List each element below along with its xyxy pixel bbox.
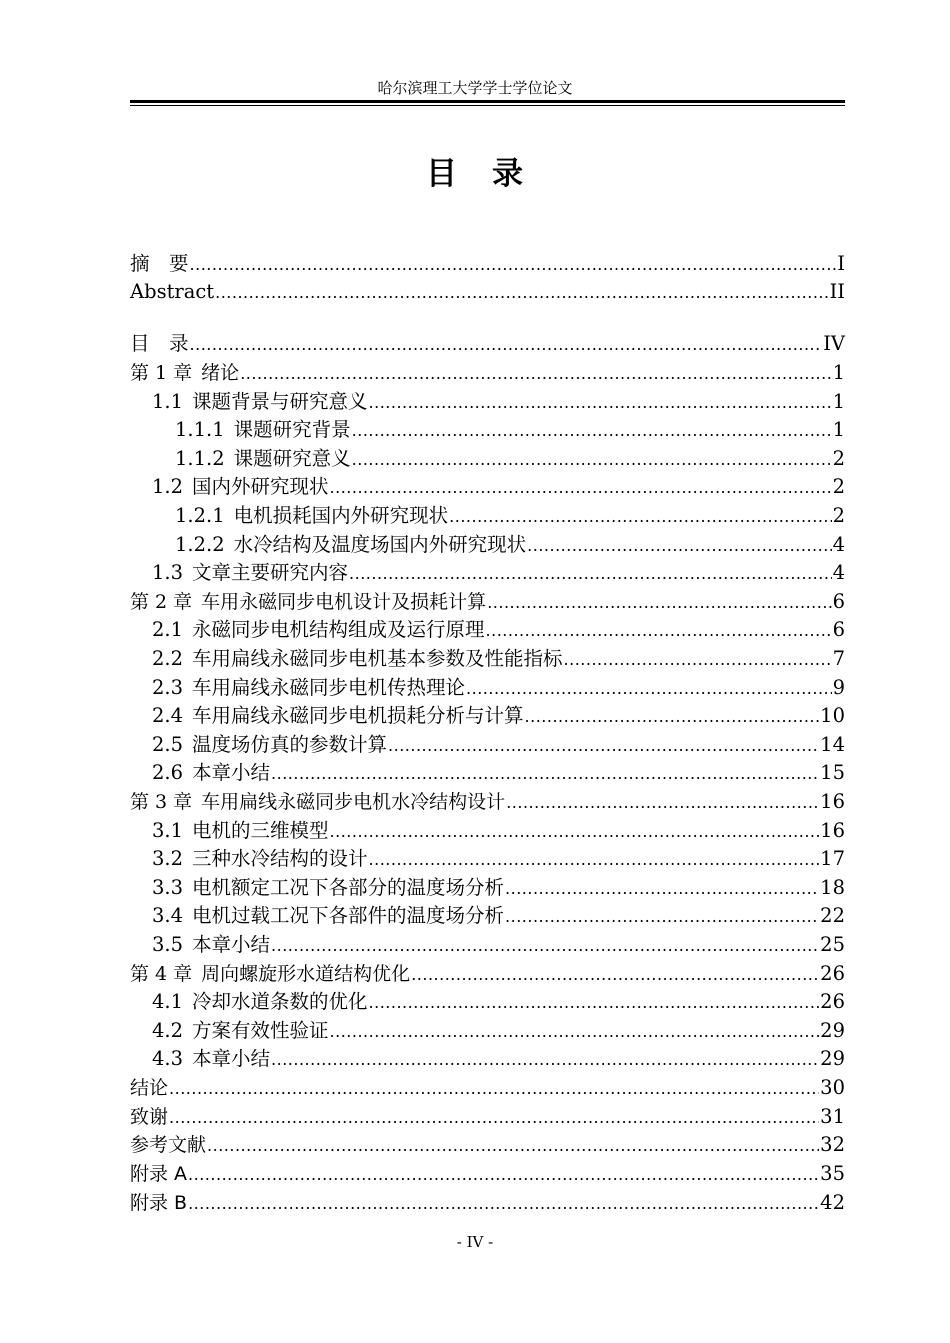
toc-entry-page: 6 xyxy=(832,590,845,613)
toc-leader-dots xyxy=(330,474,832,502)
toc-entry-abstract-cn[interactable] xyxy=(130,250,845,278)
toc-entry-section-3-3[interactable] xyxy=(130,874,845,902)
toc-leader-dots xyxy=(190,251,837,279)
toc-leader-dots xyxy=(188,1190,819,1218)
toc-entry-page: 26 xyxy=(820,962,845,985)
toc-entry-label: 车用扁线永磁同步电机传热理论 xyxy=(192,676,466,699)
toc-entry-label: 水冷结构及温度场国内外研究现状 xyxy=(233,533,527,556)
toc-entry-page: 26 xyxy=(820,990,845,1013)
toc-entry-contents[interactable] xyxy=(130,330,845,358)
toc-entry-label: Abstract xyxy=(130,280,215,303)
toc-entry-section-3-1[interactable] xyxy=(130,817,845,845)
toc-entry-number: 1.1.2 xyxy=(175,447,225,470)
toc-entry-label: 目 录 xyxy=(130,332,189,355)
toc-entry-number: 第 2 章 xyxy=(130,591,193,613)
toc-entry-number: 2.5 xyxy=(152,733,184,756)
toc-leader-dots xyxy=(369,389,832,417)
toc-leader-dots xyxy=(505,875,819,903)
toc-leader-dots xyxy=(330,818,820,846)
toc-entry-section-1-1-1[interactable] xyxy=(130,416,845,444)
header-rule-thick xyxy=(130,100,845,103)
toc-entry-section-2-4[interactable] xyxy=(130,702,845,730)
toc-entry-section-1-3[interactable] xyxy=(130,559,845,587)
toc-entry-number: 第 1 章 xyxy=(130,362,193,384)
toc-entry-number: 4.2 xyxy=(152,1019,184,1042)
toc-entry-label: 附录 A xyxy=(130,1163,188,1185)
toc-leader-dots xyxy=(506,789,819,817)
toc-leader-dots xyxy=(449,503,831,531)
toc-leader-dots xyxy=(169,1075,819,1103)
toc-entry-page: 31 xyxy=(820,1105,845,1128)
toc-entry-number: 第 3 章 xyxy=(130,791,193,813)
toc-leader-dots xyxy=(505,903,819,931)
toc-entry-page: I xyxy=(837,252,845,275)
toc-entry-number: 4.1 xyxy=(152,990,184,1013)
toc-entry-conclusion[interactable] xyxy=(130,1074,845,1102)
toc-entry-label: 课题研究意义 xyxy=(233,447,351,470)
toc-entry-page: 4 xyxy=(832,561,845,584)
toc-entry-section-4-1[interactable] xyxy=(130,988,845,1016)
toc-leader-dots xyxy=(215,279,828,307)
toc-leader-dots xyxy=(388,732,819,760)
toc-leader-dots xyxy=(564,646,832,674)
header-rule-thin xyxy=(130,105,845,106)
toc-entry-chapter-4[interactable] xyxy=(130,960,845,988)
toc-entry-page: 42 xyxy=(820,1191,845,1214)
toc-leader-dots xyxy=(349,560,832,588)
toc-leader-dots xyxy=(369,846,820,874)
toc-entry-page: 30 xyxy=(820,1076,845,1099)
toc-leader-dots xyxy=(271,1046,819,1074)
toc-entry-number: 第 4 章 xyxy=(130,963,193,985)
toc-entry-label: 摘 要 xyxy=(130,252,189,275)
page-title-char-2: 录 xyxy=(492,156,524,192)
toc-leader-dots xyxy=(525,703,820,731)
toc-entry-page: 6 xyxy=(832,618,845,641)
toc-entry-page: 17 xyxy=(820,847,845,870)
toc-entry-page: IV xyxy=(823,332,845,355)
toc-entry-label: 本章小结 xyxy=(192,1047,271,1070)
toc-leader-dots xyxy=(207,1132,819,1160)
toc-entry-page: 32 xyxy=(820,1133,845,1156)
toc-entry-number: 3.5 xyxy=(152,933,184,956)
toc-entry-acknowledgements[interactable] xyxy=(130,1103,845,1131)
toc-entry-label: 三种水冷结构的设计 xyxy=(192,847,368,870)
page-title xyxy=(0,152,950,196)
toc-entry-number: 2.6 xyxy=(152,761,184,784)
toc-entry-number: 2.2 xyxy=(152,647,184,670)
toc-entry-label: 致谢 xyxy=(130,1106,169,1128)
toc-entry-section-3-2[interactable] xyxy=(130,845,845,873)
toc-leader-dots xyxy=(369,989,820,1017)
toc-entry-label: 课题背景与研究意义 xyxy=(192,390,368,413)
toc-entry-page: 22 xyxy=(820,904,845,927)
toc-entry-label: 车用扁线永磁同步电机水冷结构设计 xyxy=(201,791,506,813)
toc-entry-page: 16 xyxy=(820,819,845,842)
toc-entry-number: 3.4 xyxy=(152,904,184,927)
toc-entry-page: 2 xyxy=(832,475,845,498)
toc-entry-section-4-3[interactable] xyxy=(130,1045,845,1073)
toc-entry-number: 1.2 xyxy=(152,475,184,498)
toc-entry-number: 1.2.1 xyxy=(175,504,225,527)
toc-entry-section-2-2[interactable] xyxy=(130,645,845,673)
toc-entry-label: 文章主要研究内容 xyxy=(192,561,349,584)
toc-entry-label: 附录 B xyxy=(130,1192,188,1214)
toc-leader-dots xyxy=(466,675,832,703)
toc-entry-label: 电机额定工况下各部分的温度场分析 xyxy=(192,876,505,899)
toc-leader-dots xyxy=(487,589,831,617)
running-header: 哈尔滨理工大学学士学位论文 xyxy=(377,79,573,97)
toc-entry-page: 29 xyxy=(820,1019,845,1042)
toc-entry-page: 7 xyxy=(832,647,845,670)
toc-entry-label: 永磁同步电机结构组成及运行原理 xyxy=(192,618,485,641)
toc-entry-label: 车用永磁同步电机设计及损耗计算 xyxy=(201,591,487,613)
toc-entry-section-1-2-1[interactable] xyxy=(130,502,845,530)
toc-leader-dots xyxy=(352,446,832,474)
toc-entry-references[interactable] xyxy=(130,1131,845,1159)
toc-entry-number: 1.2.2 xyxy=(175,533,225,556)
toc-leader-dots xyxy=(411,961,819,989)
toc-entry-section-4-2[interactable] xyxy=(130,1017,845,1045)
toc-entry-section-2-5[interactable] xyxy=(130,731,845,759)
toc-entry-section-1-1[interactable] xyxy=(130,388,845,416)
toc-entry-label: 车用扁线永磁同步电机损耗分析与计算 xyxy=(192,704,524,727)
toc-entry-label: 电机损耗国内外研究现状 xyxy=(233,504,449,527)
toc-entry-page: 1 xyxy=(832,418,845,441)
toc-entry-section-3-4[interactable] xyxy=(130,902,845,930)
toc-entry-page: 18 xyxy=(820,876,845,899)
toc-entry-number: 3.3 xyxy=(152,876,184,899)
toc-leader-dots xyxy=(188,1161,819,1189)
page-title-char-1: 目 xyxy=(426,156,458,192)
toc-entry-page: 29 xyxy=(820,1047,845,1070)
toc-entry-appendix-b[interactable] xyxy=(130,1189,845,1217)
toc-leader-dots xyxy=(352,417,832,445)
toc-entry-label: 结论 xyxy=(130,1077,169,1099)
toc-entry-abstract-en[interactable] xyxy=(130,278,845,306)
page-number-footer: - IV - xyxy=(456,1233,494,1251)
toc-entry-section-1-2-2[interactable] xyxy=(130,531,845,559)
toc-entry-section-2-1[interactable] xyxy=(130,616,845,644)
toc-entry-number: 1.3 xyxy=(152,561,184,584)
toc-entry-number: 2.4 xyxy=(152,704,184,727)
toc-entry-label: 本章小结 xyxy=(192,761,271,784)
toc-entry-page: 16 xyxy=(820,790,845,813)
toc-entry-page: II xyxy=(829,280,845,303)
toc-entry-label: 国内外研究现状 xyxy=(192,475,329,498)
toc-leader-dots xyxy=(190,331,823,359)
toc-leader-dots xyxy=(527,532,831,560)
toc-entry-page: 10 xyxy=(820,704,845,727)
toc-entry-number: 4.3 xyxy=(152,1047,184,1070)
toc-entry-page: 2 xyxy=(832,447,845,470)
toc-entry-page: 35 xyxy=(820,1162,845,1185)
toc-leader-dots xyxy=(486,617,832,645)
toc-entry-page: 1 xyxy=(832,390,845,413)
toc-entry-number: 1.1.1 xyxy=(175,418,225,441)
toc-entry-label: 冷却水道条数的优化 xyxy=(192,990,368,1013)
toc-entry-label: 参考文献 xyxy=(130,1134,207,1156)
toc-entry-chapter-3[interactable] xyxy=(130,788,845,816)
toc-entry-chapter-2[interactable] xyxy=(130,588,845,616)
toc-entry-page: 14 xyxy=(820,733,845,756)
toc-entry-section-1-2[interactable] xyxy=(130,473,845,501)
toc-entry-label: 周向螺旋形水道结构优化 xyxy=(201,963,411,985)
toc-entry-number: 1.1 xyxy=(152,390,184,413)
toc-entry-label: 温度场仿真的参数计算 xyxy=(192,733,388,756)
toc-entry-number: 3.2 xyxy=(152,847,184,870)
toc-entry-label: 电机的三维模型 xyxy=(192,819,329,842)
toc-entry-chapter-1[interactable] xyxy=(130,359,845,387)
toc-entry-page: 15 xyxy=(820,761,845,784)
toc-entry-page: 2 xyxy=(832,504,845,527)
toc-leader-dots xyxy=(240,360,831,388)
toc-entry-page: 1 xyxy=(832,361,845,384)
toc-entry-appendix-a[interactable] xyxy=(130,1160,845,1188)
toc-entry-section-1-1-2[interactable] xyxy=(130,445,845,473)
toc-entry-page: 9 xyxy=(832,676,845,699)
toc-leader-dots xyxy=(271,760,819,788)
toc-leader-dots xyxy=(271,932,819,960)
toc-entry-section-3-5[interactable] xyxy=(130,931,845,959)
toc-entry-number: 2.1 xyxy=(152,618,184,641)
toc-entry-label: 方案有效性验证 xyxy=(192,1019,329,1042)
toc-entry-label: 本章小结 xyxy=(192,933,271,956)
toc-entry-number: 2.3 xyxy=(152,676,184,699)
toc-entry-label: 车用扁线永磁同步电机基本参数及性能指标 xyxy=(192,647,563,670)
toc-leader-dots xyxy=(330,1018,820,1046)
toc-entry-label: 课题研究背景 xyxy=(233,418,351,441)
toc-entry-label: 绪论 xyxy=(201,362,240,384)
toc-entry-number: 3.1 xyxy=(152,819,184,842)
toc-entry-section-2-3[interactable] xyxy=(130,674,845,702)
toc-entry-page: 4 xyxy=(832,533,845,556)
toc-entry-page: 25 xyxy=(820,933,845,956)
toc-entry-label: 电机过载工况下各部件的温度场分析 xyxy=(192,904,505,927)
toc-entry-section-2-6[interactable] xyxy=(130,759,845,787)
toc-leader-dots xyxy=(169,1104,819,1132)
